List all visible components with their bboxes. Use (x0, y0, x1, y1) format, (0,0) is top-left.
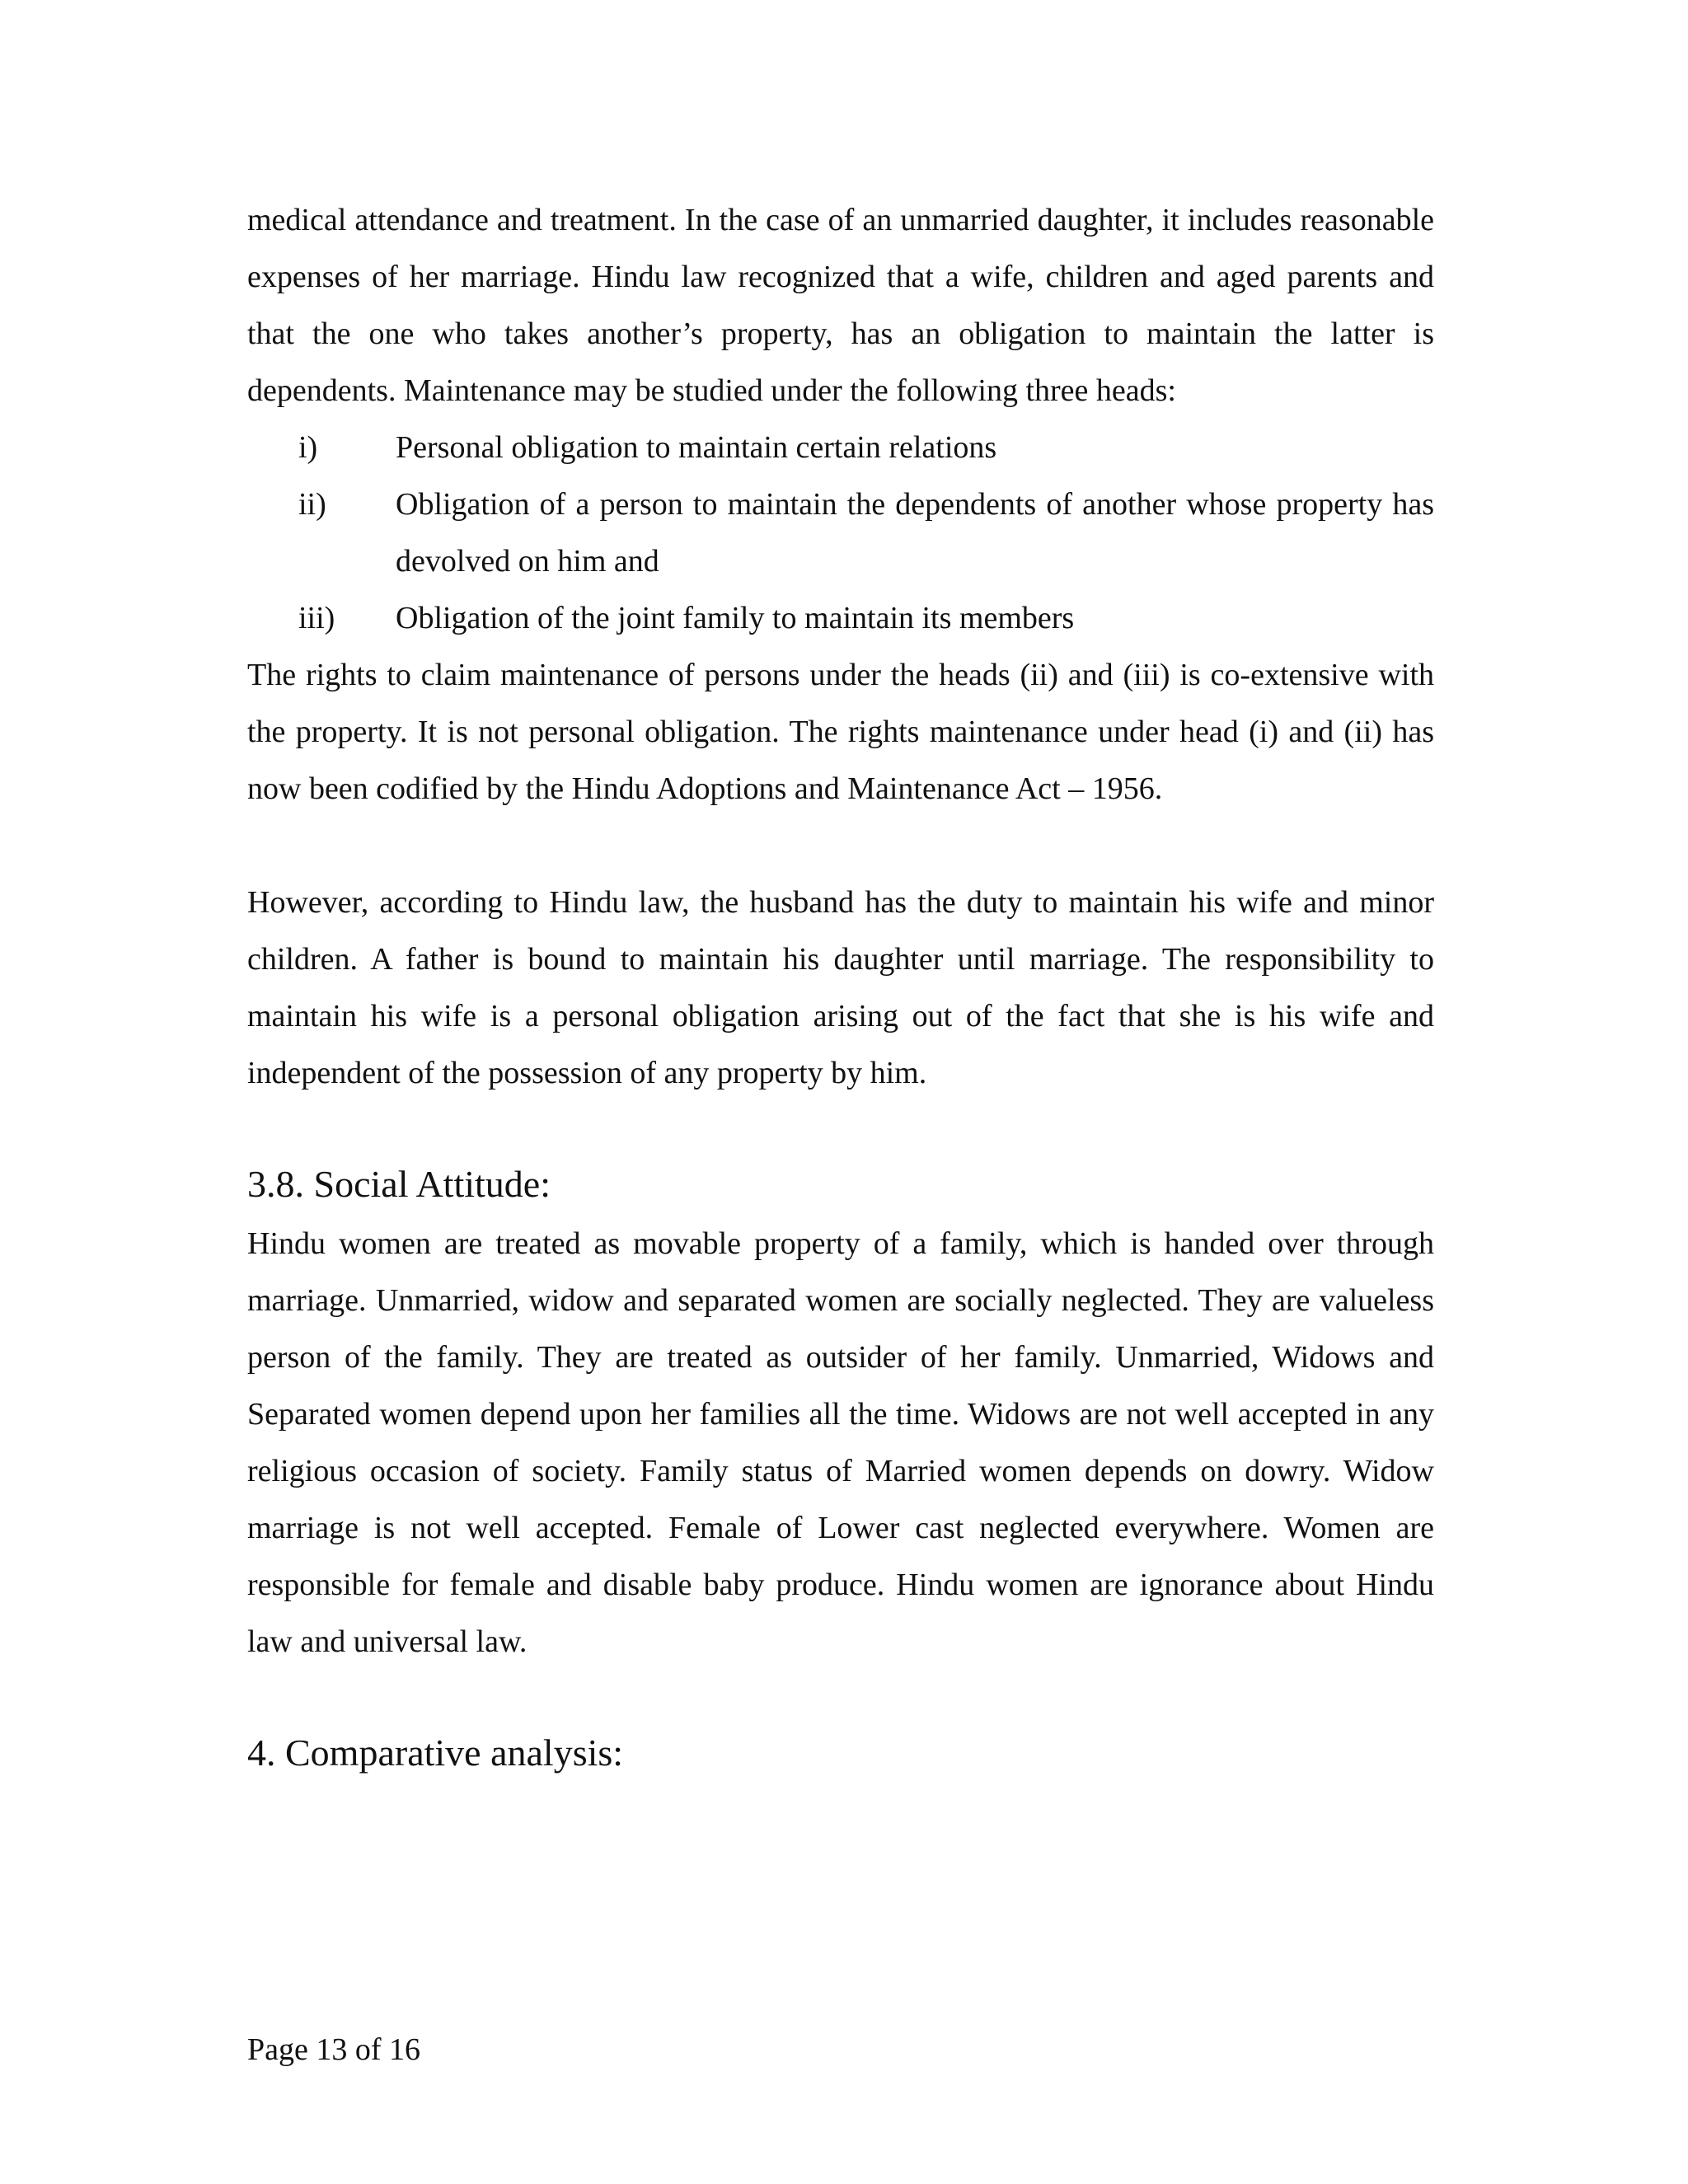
list-marker: ii) (298, 487, 326, 522)
section-heading-social-attitude: 3.8. Social Attitude: (247, 1163, 551, 1205)
paragraph-social-attitude: Hindu women are treated as movable property of a family, which is handed over through marriage. Unmarried, widow and separated women are socially neglected. They are valueless person of the family. They are treated as outsider of her family. Unmarried, Widows and Separated women depend upon her families all the time. Widows are not well accepted in any religious occasion of society. Family status of Married women depends on dowry. Widow marriage is not well accepted. Female of Lower cast neglected everywhere. Women are responsible for female and disable baby produce. Hindu women are ignorance about Hindu law and universal law. (247, 1226, 1434, 1659)
maintenance-heads-list (247, 419, 1434, 647)
list-marker: iii) (298, 601, 335, 635)
list-item-text: Obligation of a person to maintain the dependents of another whose property has devolved on him and (396, 487, 1434, 579)
list-marker: i) (298, 430, 318, 465)
paragraph-spacer (247, 818, 1434, 874)
page-body (247, 192, 1434, 1784)
list-item (247, 419, 1434, 476)
section-spacer (247, 1671, 1434, 1722)
paragraph-maintenance-intro: medical attendance and treatment. In the case of an unmarried daughter, it includes reasonable expenses of her marriage. Hindu law recognized that a wife, children and aged parents and that the one who takes another’s property, has an obligation to maintain the latter is dependents. Maintenance may be studied under the following three heads: (247, 203, 1434, 408)
list-item (247, 476, 1434, 590)
paragraph-rights-codified: The rights to claim maintenance of persons under the heads (ii) and (iii) is co-extensive with the property. It is not personal obligation. The rights maintenance under head (i) and (ii) has now been codified by the Hindu Adoptions and Maintenance Act – 1956. (247, 658, 1434, 806)
page-number: Page 13 of 16 (247, 2032, 421, 2067)
section-heading-comparative-analysis: 4. Comparative analysis: (247, 1732, 624, 1774)
list-item-text: Obligation of the joint family to maintain its members (396, 601, 1075, 635)
list-item (247, 590, 1434, 647)
list-item-text: Personal obligation to maintain certain relations (396, 430, 997, 465)
paragraph-husband-duty: However, according to Hindu law, the husband has the duty to maintain his wife and minor children. A father is bound to maintain his daughter until marriage. The responsibility to maintain his wife is a personal obligation arising out of the fact that she is his wife and independent of the possession of any property by him. (247, 885, 1434, 1090)
section-spacer (247, 1102, 1434, 1153)
